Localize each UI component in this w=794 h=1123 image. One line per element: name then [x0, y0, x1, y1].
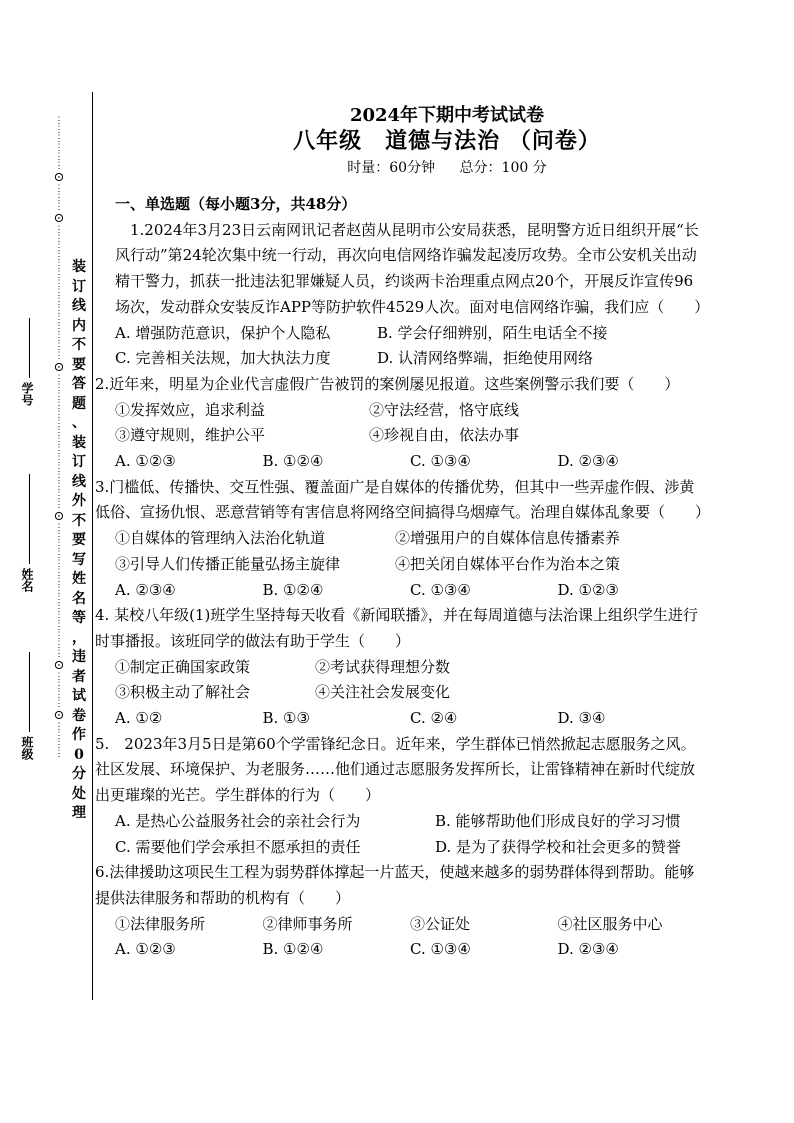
item-row [115, 526, 705, 552]
class-field[interactable] [20, 648, 40, 760]
warning-char: 线 [72, 298, 86, 314]
binding-circle-icon: ⊙ [53, 170, 65, 185]
option-a[interactable]: A. ①②③ [115, 452, 176, 471]
option-a[interactable]: A. ②③④ [115, 580, 176, 599]
binding-circle-icon: ⊙ [53, 658, 65, 673]
student-id-label: 学号 [20, 382, 34, 406]
warning-char: 作 [72, 727, 86, 743]
warning-char: 订 [72, 278, 86, 295]
warning-char: 试 [72, 688, 86, 704]
warning-char: 要 [72, 356, 86, 373]
option-b[interactable]: B. 学会仔细辨别，陌生电话全不接 [377, 323, 608, 342]
binding-dots: ⋮ ⋮ ⋮ ⋮ ⋮ ⋮ ⋮ ⋮ ⋮ ⋮ ⋮ ⋮ ⋮ ⋮ ⋮ [54, 225, 64, 361]
warning-char: 等 [72, 610, 86, 626]
binding-circle-icon: ⊙ [53, 360, 65, 375]
question-stem: 5. 2023年3月5日是第60个学雷锋纪念日。近年来，学生群体已悄然掀起志愿服务之风。社区发展、环境保护、为老服务……他们通过志愿服务发挥所长，让雷锋精神在新时代绽放出更璀璨的光芒。学生群体的行为（ ） [95, 734, 696, 805]
option-row [115, 346, 705, 372]
binding-dots: ⋮ ⋮ ⋮ [54, 184, 64, 212]
item-row [115, 680, 705, 706]
option-d[interactable]: D. ③④ [557, 709, 606, 728]
item-1: ①制定正确国家政策 [115, 657, 251, 676]
warning-char: 者 [72, 668, 86, 685]
option-b[interactable]: B. ①③ [262, 709, 310, 728]
exam-time: 时量：60分钟 [347, 160, 436, 176]
exam-title: 2024年下期中考试试卷 [349, 105, 545, 126]
warning-char: 装 [72, 434, 86, 451]
option-c[interactable]: C. ①③④ [410, 580, 471, 599]
binding-divider [92, 92, 93, 1000]
item-row [115, 398, 705, 424]
warning-char: 不 [72, 337, 86, 353]
option-d[interactable]: D. ①②③ [557, 580, 619, 599]
item-row [115, 552, 705, 578]
option-a[interactable]: A. ①② [115, 709, 163, 728]
warning-char: 名 [72, 590, 86, 607]
binding-margin [46, 117, 72, 957]
warning-char: ， [72, 629, 86, 646]
option-row [115, 809, 705, 835]
item-3: ③公证处 [410, 914, 471, 933]
question-stem: 3.门槛低、传播快、交互性强、覆盖面广是自媒体的传播优势，但其中一些弄虚作假、涉黄低俗、宣扬仇恨、恶意营销等有害信息将网络空间搞得乌烟瘴气。治理自媒体乱象要（ ） [95, 477, 711, 522]
warning-char: 答 [72, 376, 86, 392]
warning-char: 外 [72, 493, 86, 509]
class-underline[interactable] [29, 652, 31, 732]
option-c[interactable]: C. 完善相关法规，加大执法力度 [115, 349, 331, 368]
option-a[interactable]: A. 增强防范意识，保护个人隐私 [115, 323, 331, 342]
option-row [115, 706, 705, 732]
warning-char: 0 [74, 746, 84, 763]
option-d[interactable]: D. 是为了获得学校和社会更多的赞誉 [435, 837, 682, 856]
binding-dots: ⋮ ⋮ ⋮ ⋮ ⋮ ⋮ ⋮ ⋮ ⋮ ⋮ ⋮ ⋮ ⋮ ⋮ ⋮ [54, 374, 64, 510]
binding-circle-icon: ⊙ [53, 708, 65, 723]
binding-dots: ⋮ ⋮ ⋮ ⋮ [54, 672, 64, 709]
item-2: ②律师事务所 [262, 914, 353, 933]
item-3: ③积极主动了解社会 [115, 683, 251, 702]
option-d[interactable]: D. ②③④ [557, 452, 619, 471]
name-label: 姓名 [20, 568, 34, 592]
binding-dots: ⋮ ⋮ ⋮ ⋮ ⋮ ⋮ [54, 116, 64, 171]
binding-dots: ⋮ ⋮ ⋮ ⋮ ⋮ ⋮ ⋮ ⋮ ⋮ ⋮ ⋮ ⋮ ⋮ ⋮ ⋮ [54, 523, 64, 659]
warning-char: 不 [72, 512, 86, 529]
option-c[interactable]: C. ①③④ [410, 940, 471, 959]
binding-circle-icon: ⊙ [53, 509, 65, 524]
item-4: ④把关闭自媒体平台作为治本之策 [395, 554, 621, 573]
warning-char: 内 [72, 317, 86, 334]
exam-subtitle: 八年级 道德与法治 （问卷） [293, 128, 601, 154]
student-id-underline[interactable] [29, 318, 31, 378]
item-3: ③遵守规则，维护公平 [115, 426, 266, 445]
item-1: ①发挥效应，追求利益 [115, 400, 266, 419]
option-row [115, 449, 705, 475]
option-c[interactable]: C. 需要他们学会承担不愿承担的责任 [115, 837, 361, 856]
question-section [95, 192, 711, 963]
warning-char: 装 [72, 259, 86, 275]
binding-circle-icon: ⊙ [53, 211, 65, 226]
item-1: ①自媒体的管理纳入法治化轨道 [115, 529, 326, 548]
warning-char: 姓 [72, 571, 86, 587]
option-d[interactable]: D. ②③④ [557, 940, 619, 959]
warning-char: 卷 [72, 707, 86, 724]
item-2: ②考试获得理想分数 [315, 657, 451, 676]
option-c[interactable]: C. ①③④ [410, 452, 471, 471]
warning-char: 线 [72, 473, 86, 490]
exam-meta [100, 157, 794, 177]
option-row [115, 835, 705, 861]
warning-char: 分 [72, 766, 86, 782]
option-b[interactable]: B. ①②④ [262, 580, 324, 599]
binding-dots: ⋮ ⋮ ⋮ ⋮ [54, 722, 64, 759]
option-b[interactable]: B. 能够帮助他们形成良好的学习习惯 [435, 811, 681, 830]
warning-char: 理 [72, 805, 86, 821]
option-b[interactable]: B. ①②④ [262, 940, 324, 959]
option-b[interactable]: B. ①②④ [262, 452, 324, 471]
option-row [115, 321, 705, 347]
name-underline[interactable] [29, 474, 31, 564]
question-stem: 2.近年来，明星为企业代言虚假广告被罚的案例屡见报道。这些案例警示我们要（ ） [95, 374, 680, 393]
item-2: ②增强用户的自媒体信息传播素养 [395, 529, 621, 548]
item-row [115, 423, 705, 449]
warning-char: 要 [72, 532, 86, 548]
option-row [115, 937, 705, 963]
item-4: ④关注社会发展变化 [315, 683, 451, 702]
item-2: ②守法经营，恪守底线 [369, 400, 520, 419]
question-stem: 6.法律援助这项民生工程为弱势群体撑起一片蓝天，使越来越多的弱势群体得到帮助。能够提供法律服务和帮助的机构有（ ） [95, 863, 695, 907]
warning-char: 处 [72, 785, 86, 802]
option-d[interactable]: D. 认清网络弊端，拒绝使用网络 [377, 349, 594, 368]
class-label: 班级 [20, 736, 34, 760]
student-id-field[interactable] [20, 314, 40, 406]
item-4: ④珍视自由，依法办事 [369, 426, 520, 445]
item-3: ③引导人们传播正能量弘扬主旋律 [115, 554, 341, 573]
option-a[interactable]: A. ①②③ [115, 940, 176, 959]
exam-score: 总分：100 分 [459, 160, 547, 176]
section-title: 一、单选题（每小题3分，共48分） [115, 195, 357, 213]
warning-char: 违 [72, 649, 86, 665]
question-stem: 4. 某校八年级(1)班学生坚持每天收看《新闻联播》，并在每周道德与法治课上组织学生进行时事播报。该班同学的做法有助于学生（ ） [95, 606, 698, 650]
name-field[interactable] [20, 470, 40, 592]
warning-char: 订 [72, 454, 86, 470]
warning-char: 写 [72, 551, 86, 568]
question-stem: 1.2024年3月23日云南网讯记者赵茵从昆明市公安局获悉，昆明警方近日组织开展“长风行动”第24轮次集中统一行动，再次向电信网络诈骗发起凌厉攻势。全市公安机关出动精干警力，抓获一批违法犯罪嫌疑人员，约谈两卡治理重点网点20个，开展反诈宣传96场次，发动群众安装反诈APP等防护软件4529人次。面对电信网络诈骗，我们应（ ） [115, 220, 710, 316]
item-4: ④社区服务中心 [557, 914, 663, 933]
option-row [115, 578, 705, 604]
binding-warning [70, 258, 88, 824]
item-1: ①法律服务所 [115, 914, 206, 933]
warning-char: 题 [72, 395, 86, 412]
item-row [115, 655, 705, 681]
warning-char: 、 [72, 415, 86, 431]
item-row [115, 912, 705, 938]
option-a[interactable]: A. 是热心公益服务社会的亲社会行为 [115, 811, 361, 830]
option-c[interactable]: C. ②④ [410, 709, 458, 728]
